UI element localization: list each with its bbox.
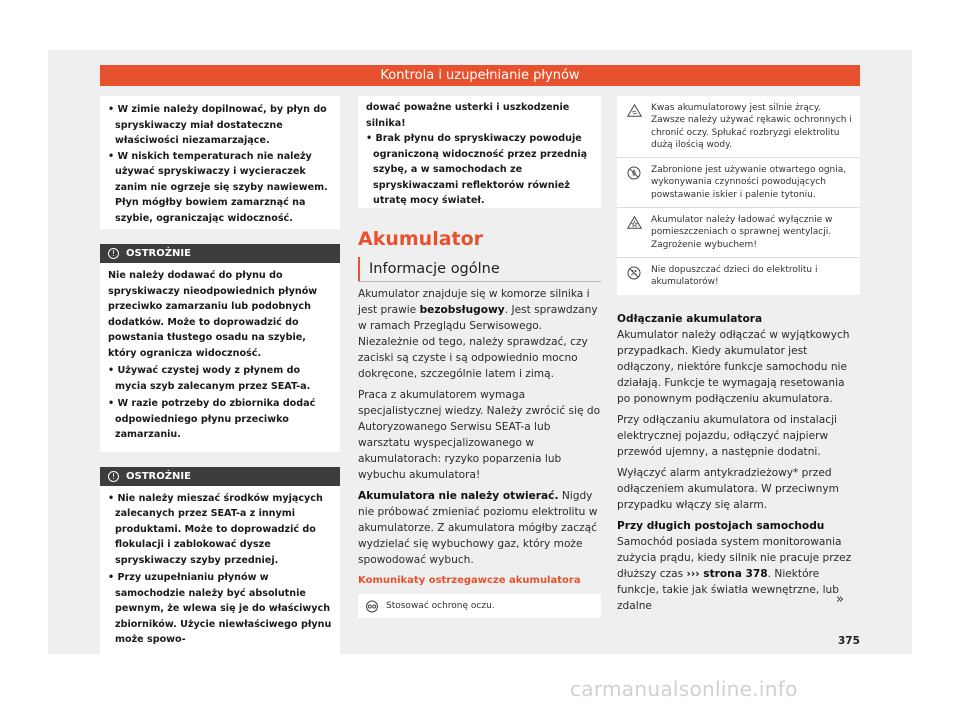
symbol-row bbox=[617, 96, 860, 158]
symbol-row bbox=[358, 594, 601, 618]
text-run: Nigdy nie próbować zmieniać poziomu elektrolitu w akumulatorze. Z akumulatora mógłby zacząć wydzielać się wybuchowy gaz, który może spowodować wybuch. bbox=[358, 490, 598, 566]
warning-paragraph: • Nie należy mieszać środków myjących zalecanych przez SEAT-a z innymi produktami. Może to doprowadzić do flokulacji i zablokować dysze spryskiwaczy szyby przedniej. bbox=[108, 492, 323, 566]
explosion-warning-icon bbox=[617, 214, 651, 251]
warning-paragraph: • Używać czystej wody z płynem do mycia szyb zalecanym przez SEAT-a. bbox=[108, 365, 311, 392]
symbol-text: Kwas akumulatorowy jest silnie żrący. Zawsze należy używać rękawic ochronnych i chronić oczy. Spłukać rozbryzgi elektrolitu dużą ilością wody. bbox=[651, 103, 852, 150]
section-heading: Akumulator bbox=[358, 228, 484, 250]
column-left bbox=[100, 96, 340, 657]
bold-text: Akumulatora nie należy otwierać. bbox=[358, 490, 559, 502]
bullet-item: • Brak płynu do spryskiwaczy powoduje ograniczoną widoczność przez przednią szybę, a w samochodach ze spryskiwaczami reflektorów również utratę mocy świateł. bbox=[366, 133, 588, 206]
symbol-text: Stosować ochronę oczu. bbox=[386, 601, 495, 611]
divider bbox=[358, 281, 601, 282]
page-header-title: Kontrola i uzupełnianie płynów bbox=[100, 65, 860, 86]
no-fire-icon bbox=[617, 164, 651, 201]
symbol-row bbox=[617, 208, 860, 258]
paragraph: Praca z akumulatorem wymaga specjalistycznej wiedzy. Należy zwrócić się do Autoryzowanego Serwisu SEAT-a lub warsztatu wyspecjalizowanego w akumulatorach: ryzyko poparzenia lub wybuchu akumulatora! bbox=[358, 389, 601, 481]
paragraph: Akumulator należy odłączać w wyjątkowych przypadkach. Kiedy akumulator jest odłączony, niektóre funkcje samochodu nie działają. Funkcje te wymagają resetowania po ponownym podłączeniu akumulatora. bbox=[617, 328, 850, 405]
no-children-icon bbox=[617, 264, 651, 289]
paragraph: Przy odłączaniu akumulatora od instalacji elektrycznej pojazdu, odłączyć najpierw przewód ujemny, a następnie dodatni. bbox=[617, 413, 837, 458]
battery-warnings-label: Komunikaty ostrzegawcze akumulatora bbox=[358, 575, 581, 586]
subsection-heading: Odłączanie akumulatora bbox=[617, 312, 763, 325]
warning-paragraph: Nie należy dodawać do płynu do spryskiwaczy nieodpowiednich płynów przeciwko zamarzaniu lub podobnych dodatków. Może to doprowadzić do powstania tłustego osadu na szybie, który ogranicza widoczność. bbox=[108, 270, 318, 359]
page-reference-link[interactable]: ››› strona 378 bbox=[686, 567, 768, 580]
warning-title: OSTROŻNIE bbox=[126, 470, 191, 482]
watermark-text: carmanualsonline.info bbox=[570, 677, 798, 701]
warning-box-1 bbox=[100, 244, 340, 452]
bullet-item: • W niskich temperaturach nie należy używać spryskiwaczy i wycieraczek zanim nie ogrzeje się szyby nawiewem. Płyn mógłby bowiem zamarznąć na szybie, ograniczając widoczność. bbox=[108, 150, 328, 224]
text-run: . Jest sprawdzany w ramach Przeglądu Serwisowego. Niezależnie od tego, należy sprawdzać, czy zaciski są czyste i są odpowiednio mocno dokręcone, szczególnie latem i zimą. bbox=[358, 304, 598, 380]
body-text bbox=[617, 311, 860, 614]
warning-header bbox=[100, 467, 340, 486]
symbol-text: Nie dopuszczać dzieci do elektrolitu i akumulatorów! bbox=[651, 264, 818, 288]
column-right bbox=[617, 96, 860, 619]
warning-paragraph: • W razie potrzeby do zbiornika dodać odpowiedniego płynu przeciwko zamarzaniu. bbox=[108, 398, 316, 440]
exclamation-circle-icon: ! bbox=[108, 471, 119, 482]
warning-title: OSTROŻNIE bbox=[126, 248, 191, 259]
paragraph bbox=[617, 534, 860, 614]
symbol-row bbox=[617, 158, 860, 208]
eye-protection-icon bbox=[358, 600, 386, 613]
corrosive-icon bbox=[617, 102, 651, 151]
text-run: Samochód posiada system monitorowania zużycia prądu, kiedy silnik nie pracuje przez dłuższy czas bbox=[617, 535, 852, 580]
continuation-text: dować poważne usterki i uszkodzenie silnika! bbox=[366, 102, 570, 129]
text-run: . Niektóre funkcje, takie jak światła wewnętrzne, lub zdalne bbox=[617, 567, 839, 612]
column-middle bbox=[358, 96, 601, 618]
warning-header bbox=[100, 244, 340, 263]
paragraph: Wyłączyć alarm antykradzieżowy* przed odłączeniem akumulatora. W przeciwnym przypadku włączy się alarm. bbox=[617, 466, 839, 511]
symbol-row bbox=[617, 258, 860, 295]
page-number: 375 bbox=[838, 635, 860, 647]
symbol-text: Zabronione jest używanie otwartego ognia, wykonywania czynności powodujących powstawanie iskier i palenie tytoniu. bbox=[651, 165, 847, 200]
bullet-item: • W zimie należy dopilnować, by płyn do spryskiwaczy miał dostateczne właściwości niezamarzające. bbox=[108, 104, 327, 146]
subsection-heading: Przy długich postojach samochodu bbox=[617, 519, 825, 532]
paragraph bbox=[358, 488, 601, 568]
bold-text: bezobsługowy bbox=[419, 304, 505, 316]
body-text bbox=[358, 286, 601, 568]
symbol-text: Akumulator należy ładować wyłącznie w pomieszczeniach o sprawnej wentylacji. Zagrożenie wybuchem! bbox=[651, 215, 833, 250]
intro-bullets-box bbox=[100, 96, 340, 229]
warning-paragraph: • Przy uzupełnianiu płynów w samochodzie należy być absolutnie pewnym, że wlewa się je do właściwych zbiorników. Użycie niewłaściwego płynu może spowo- bbox=[108, 572, 332, 645]
exclamation-circle-icon: ! bbox=[108, 248, 119, 259]
warning-body bbox=[100, 263, 340, 452]
paragraph bbox=[358, 286, 601, 382]
subsection-heading: Informacje ogólne bbox=[358, 257, 601, 281]
warning-continuation-box bbox=[358, 96, 601, 208]
warning-box-2 bbox=[100, 467, 340, 657]
continue-marker: » bbox=[836, 592, 844, 607]
warning-body bbox=[100, 486, 340, 657]
symbol-table bbox=[617, 96, 860, 295]
text-run: Akumulator znajduje się w komorze silnika i jest prawie bbox=[358, 288, 590, 316]
